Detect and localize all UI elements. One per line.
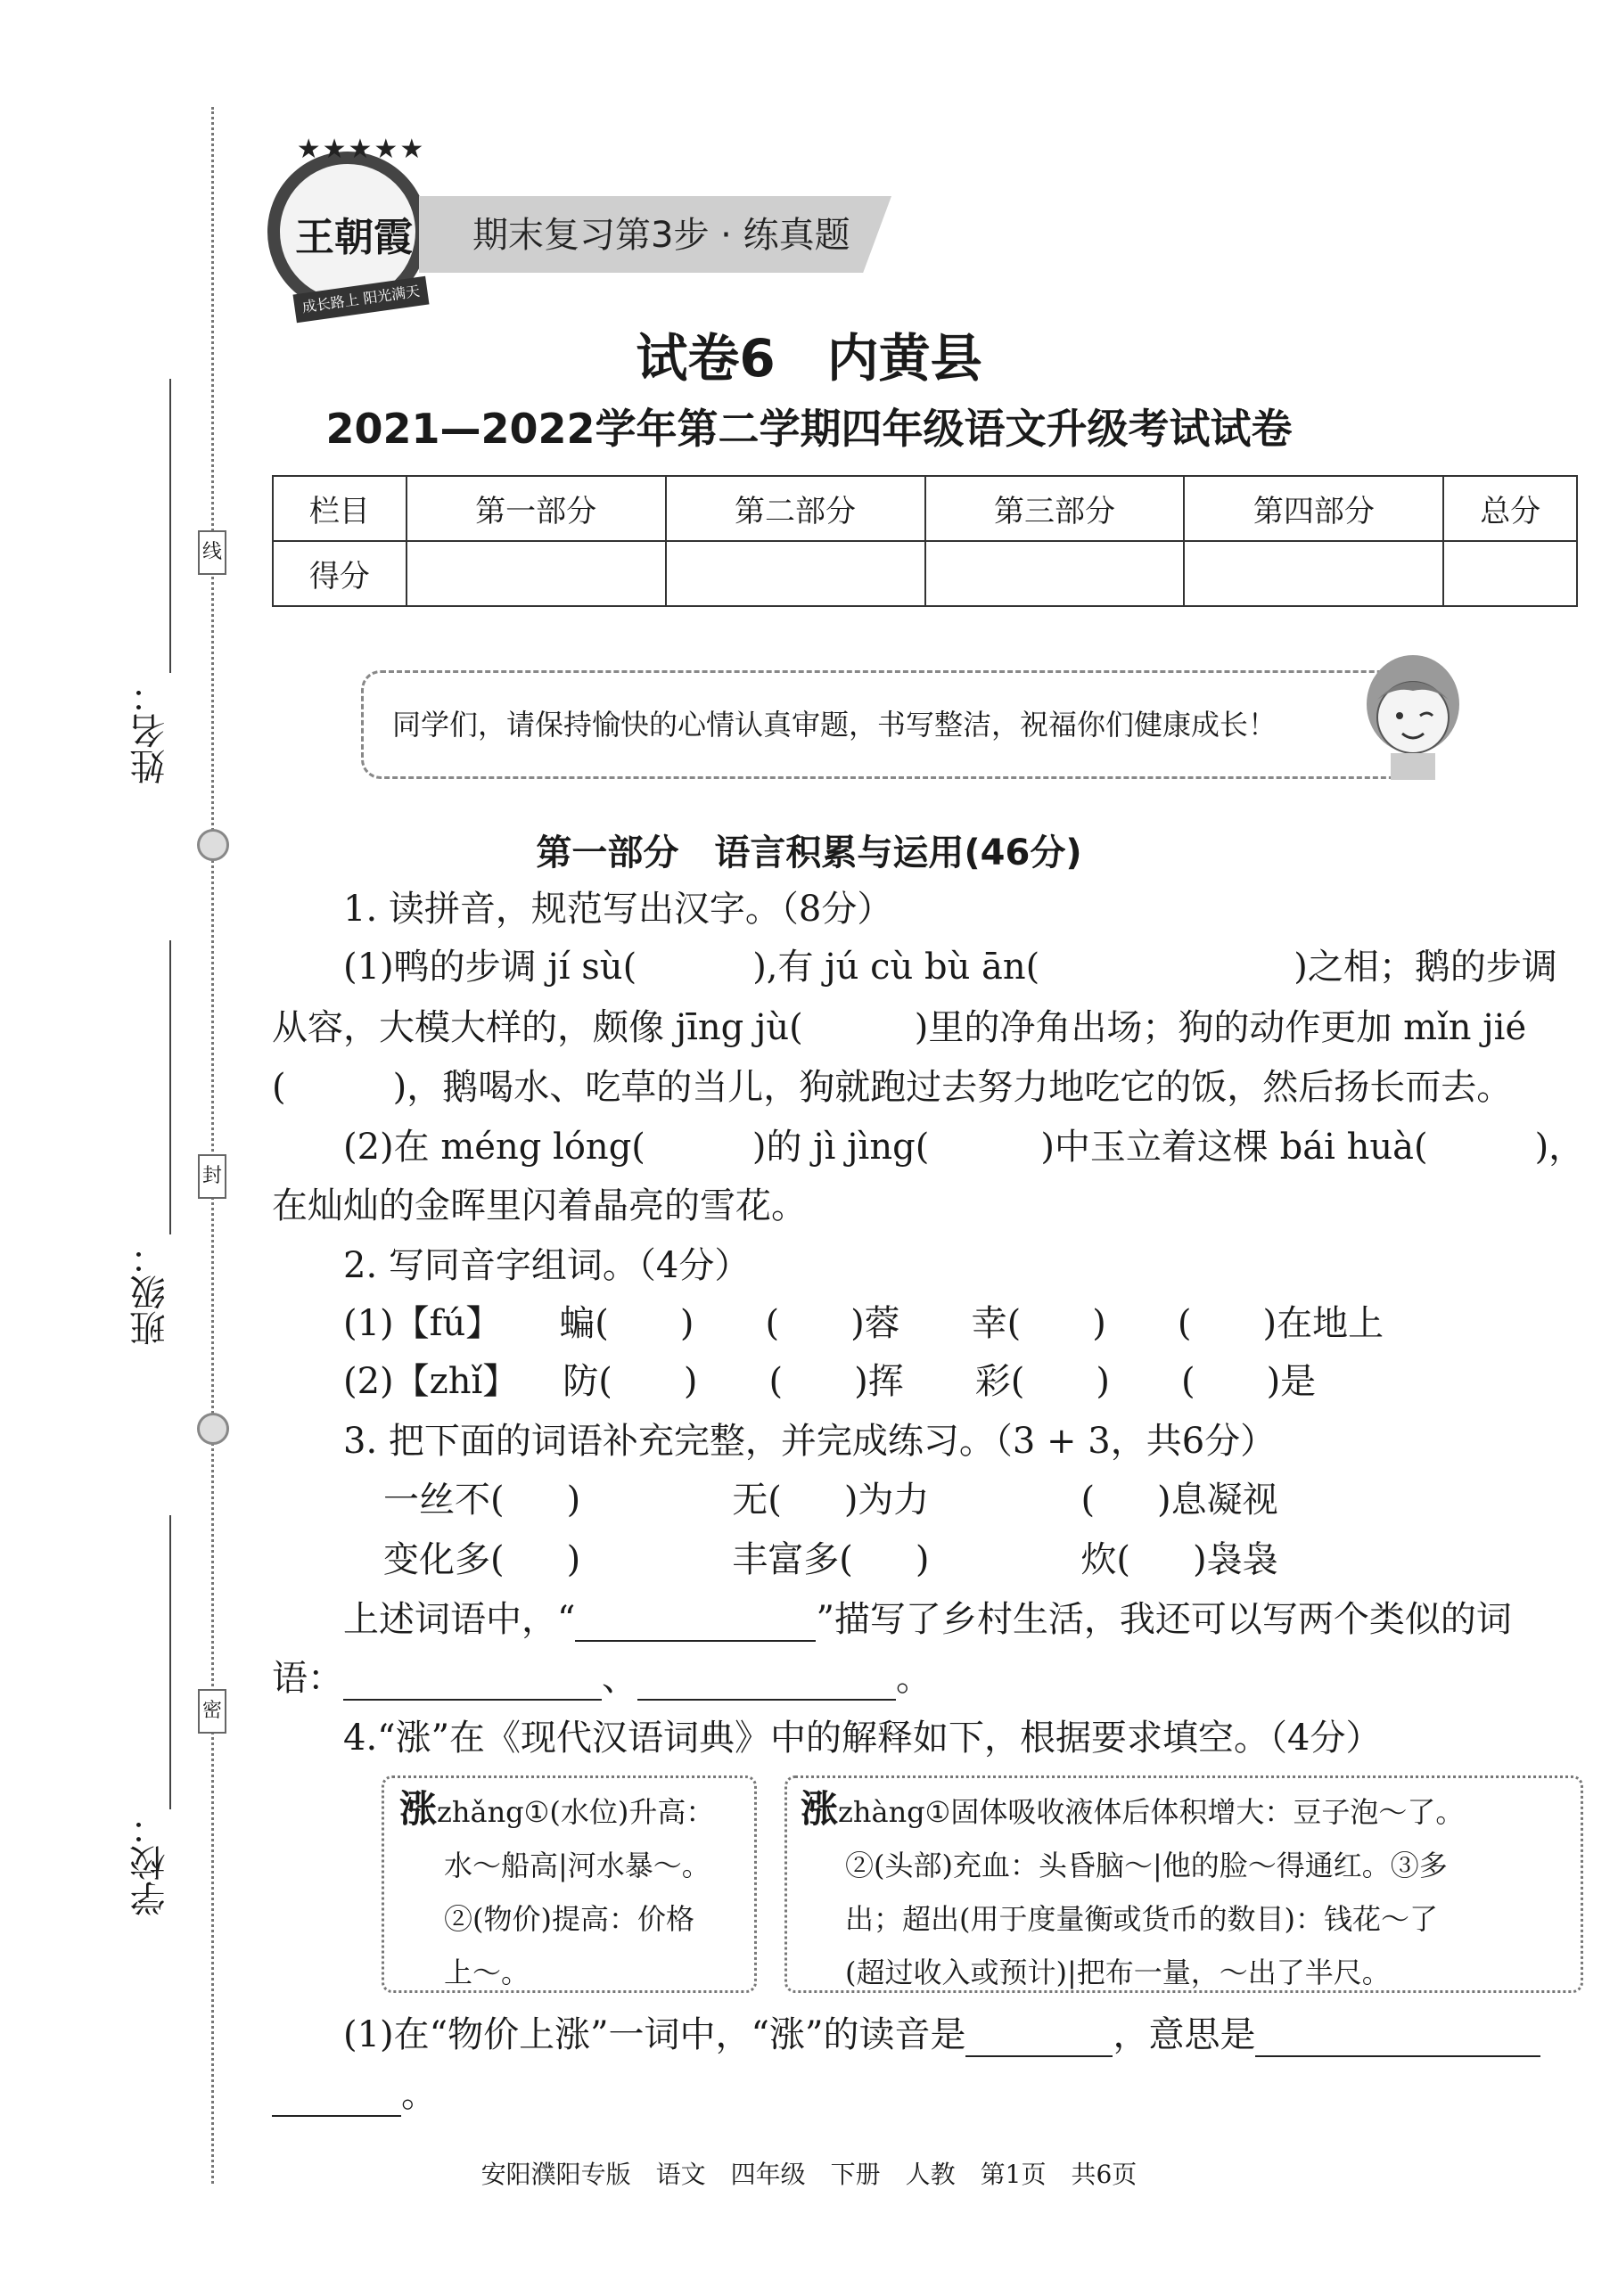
q4-title: 4.“涨”在《现代汉语词典》中的解释如下，根据要求填空。（4分）	[343, 1718, 1382, 1759]
page-footer: 安阳濮阳专版 语文 四年级 下册 人教 第1页 共6页	[480, 2160, 1138, 2189]
q1-title: 1. 读拼音，规范写出汉字。（8分）	[343, 889, 893, 930]
score-header: 栏目	[273, 476, 407, 541]
score-cell[interactable]	[1443, 541, 1577, 606]
cut-mark-mi: 密	[198, 1689, 226, 1734]
cut-mark-feng: 封	[198, 1154, 226, 1199]
score-cell[interactable]	[666, 541, 925, 606]
answer-blank[interactable]	[965, 2023, 1113, 2057]
q3-row: 变化多( ) 丰富多( ) 炊( )袅袅	[383, 1539, 1278, 1580]
score-cell[interactable]	[1184, 541, 1443, 606]
brand-logo	[267, 134, 437, 316]
stars-icon: ★★★★★	[296, 134, 426, 165]
score-cell[interactable]	[407, 541, 666, 606]
section-title: 第一部分 语言积累与运用(46分)	[536, 832, 1082, 873]
dict-entry-zhang3: 涨zhǎng①(水位)升高： 水～船高|河水暴～。 ②(物价)提高：价格 上～。	[399, 1787, 715, 1989]
q3-para: 上述词语中，“ ”描写了乡村生活，我还可以写两个类似的词	[343, 1599, 1512, 1640]
q1-line: ( )，鹅喝水、吃草的当儿，狗就跑过去努力地吃它的饭，然后扬长而去。	[272, 1067, 1513, 1108]
q3-row: 一丝不( ) 无( )为力 ( )息凝视	[383, 1480, 1278, 1521]
cut-mark-xian: 线	[198, 530, 226, 575]
class-label: 班级：	[130, 1239, 171, 1346]
answer-blank[interactable]	[343, 1667, 602, 1701]
score-header: 第四部分	[1184, 476, 1443, 541]
score-header: 第三部分	[925, 476, 1185, 541]
score-header: 第一部分	[407, 476, 666, 541]
banner-text: 期末复习第3步 · 练真题	[472, 215, 850, 256]
score-row-label: 得分	[273, 541, 407, 606]
answer-blank[interactable]	[1255, 2023, 1540, 2057]
class-underline	[169, 940, 171, 1234]
logo-name: 王朝霞	[295, 215, 413, 260]
dict-entry-zhang4: 涨zhàng①固体吸收液体后体积增大：豆子泡～了。 ②(头部)充血：头昏脑～|他的脸～得通红。③多 出；超出(用于度量衡或货币的数目)：钱花～了 (超过收入或预计)|把布一量，～出了半尺。	[801, 1787, 1465, 1989]
page-subtitle: 2021—2022学年第二学期四年级语文升级考试试卷	[325, 405, 1293, 453]
page-title: 试卷6 内黄县	[636, 328, 982, 389]
name-label: 姓名：	[130, 677, 171, 784]
score-cell[interactable]	[925, 541, 1185, 606]
q4-sub1-cont: 。	[272, 2072, 437, 2117]
q2-row: (1)【fú】 蝙( ) ( )蓉 幸( ) ( )在地上	[343, 1303, 1384, 1344]
ornament-icon	[197, 1413, 229, 1445]
answer-blank[interactable]	[637, 1667, 896, 1701]
q3-para: 语： 、 。	[272, 1658, 932, 1699]
score-table	[272, 475, 1578, 607]
q1-line: (2)在 méng lóng( )的 jì jìng( )中玉立着这棵 bái huà( )，	[343, 1127, 1585, 1168]
notice-text: 同学们，请保持愉快的心情认真审题，书写整洁，祝福你们健康成长！	[392, 708, 1277, 742]
q1-line: (1)鸭的步调 jí sù( ),有 jú cù bù ān( )之相；鹅的步调	[343, 947, 1557, 988]
q2-title: 2. 写同音字组词。（4分）	[343, 1245, 751, 1286]
school-label: 学校：	[130, 1809, 171, 1916]
q4-sub1: (1)在“物价上涨”一词中，“涨”的读音是 ，意思是	[343, 2013, 1540, 2057]
logo-slogan: 成长路上 阳光满天	[293, 276, 430, 324]
score-header: 总分	[1443, 476, 1577, 541]
q3-title: 3. 把下面的词语补充完整，并完成练习。（3 + 3，共6分）	[343, 1421, 1277, 1462]
answer-blank[interactable]	[575, 1608, 816, 1642]
answer-blank[interactable]	[272, 2083, 401, 2117]
girl-icon	[1359, 646, 1466, 780]
school-underline	[169, 1515, 171, 1809]
q1-line: 在灿灿的金晖里闪着晶亮的雪花。	[272, 1185, 807, 1226]
q1-line: 从容，大模大样的，颇像 jīng jù( )里的净角出场；狗的动作更加 mǐn jié	[272, 1007, 1527, 1048]
q2-row: (2)【zhǐ】 防( ) ( )挥 彩( ) ( )是	[343, 1361, 1317, 1402]
score-header: 第二部分	[666, 476, 925, 541]
